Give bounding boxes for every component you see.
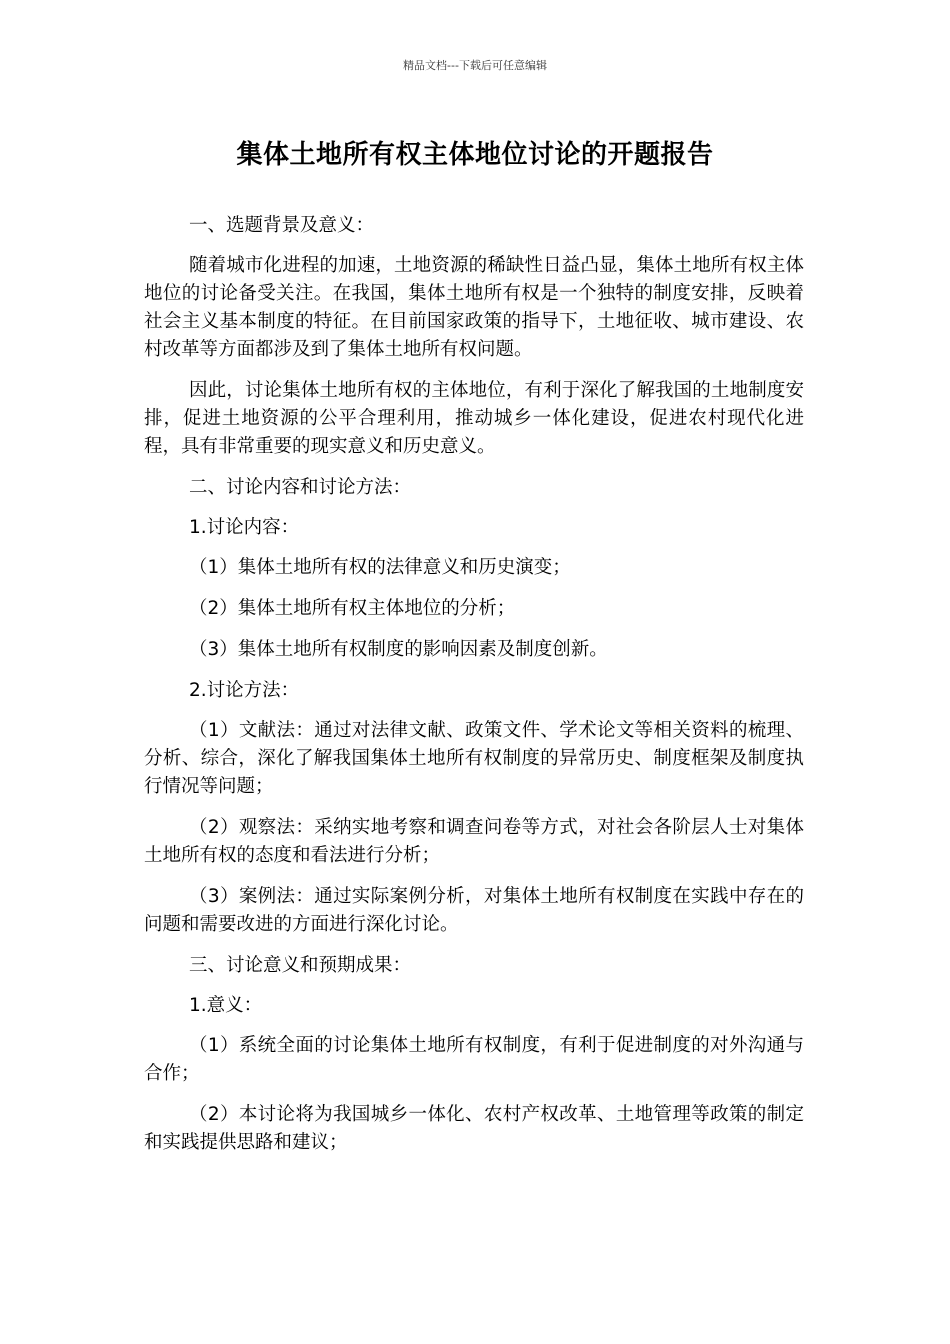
list-item-significance-2: （2）本讨论将为我国城乡一体化、农村产权改革、土地管理等政策的制定和实践提供思路和建议； <box>144 1104 804 1153</box>
page-header: 精品文档---下载后可任意编辑 <box>403 59 547 72</box>
list-item-method-1: （1）文献法：通过对法律文献、政策文件、学术论文等相关资料的梳理、分析、综合，深化了解我国集体土地所有权制度的异常历史、制度框架及制度执行情况等问题； <box>144 720 804 797</box>
subheading-methods: 2.讨论方法： <box>189 680 300 701</box>
section-heading-content-methods: 二、讨论内容和讨论方法： <box>189 477 412 498</box>
subheading-content: 1.讨论内容： <box>189 517 300 538</box>
section-heading-significance-outcomes: 三、讨论意义和预期成果： <box>189 955 412 976</box>
list-item-content-1: （1）集体土地所有权的法律意义和历史演变； <box>189 557 571 578</box>
list-item-method-2: （2）观察法：采纳实地考察和调查问卷等方式，对社会各阶层人士对集体土地所有权的态度和看法进行分析； <box>144 817 804 866</box>
subheading-significance: 1.意义： <box>189 995 263 1016</box>
list-item-significance-1: （1）系统全面的讨论集体土地所有权制度，有利于促进制度的对外沟通与合作； <box>144 1035 804 1084</box>
list-item-content-2: （2）集体土地所有权主体地位的分析； <box>189 598 516 619</box>
section-heading-background: 一、选题背景及意义： <box>189 215 375 236</box>
document-body <box>144 212 804 1170</box>
list-item-method-3: （3）案例法：通过实际案例分析，对集体土地所有权制度在实践中存在的问题和需要改进的方面进行深化讨论。 <box>144 886 804 935</box>
paragraph-significance: 因此，讨论集体土地所有权的主体地位，有利于深化了解我国的土地制度安排，促进土地资源的公平合理利用，推动城乡一体化建设，促进农村现代化进程，具有非常重要的现实意义和历史意义。 <box>144 380 804 457</box>
document-title: 集体土地所有权主体地位讨论的开题报告 <box>236 140 714 170</box>
list-item-content-3: （3）集体土地所有权制度的影响因素及制度创新。 <box>189 639 608 660</box>
paragraph-background: 随着城市化进程的加速，土地资源的稀缺性日益凸显，集体土地所有权主体地位的讨论备受关注。在我国，集体土地所有权是一个独特的制度安排，反映着社会主义基本制度的特征。在目前国家政策的指导下，土地征收、城市建设、农村改革等方面都涉及到了集体土地所有权问题。 <box>144 255 804 360</box>
